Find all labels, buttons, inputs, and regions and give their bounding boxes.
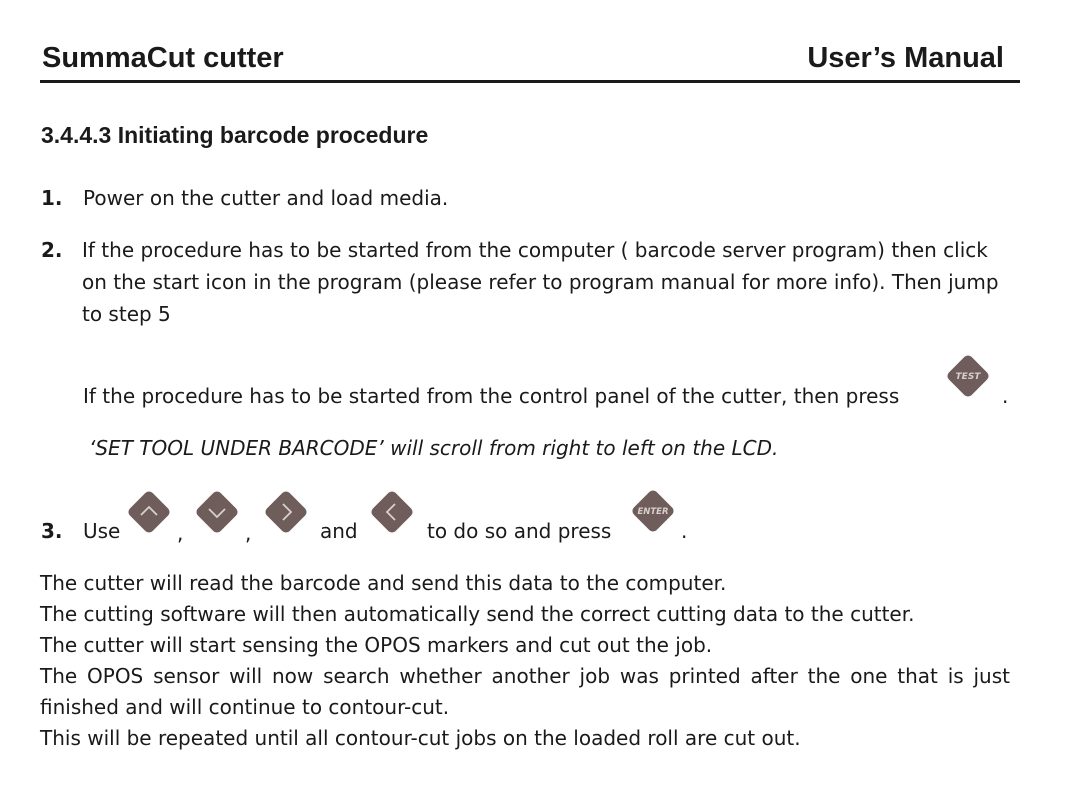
step-3-comma-2: , [245, 521, 252, 545]
body-line: The cutter will read the barcode and send this data to the computer. [40, 571, 727, 595]
step-3-period: . [681, 519, 688, 543]
step-2-number: 2. [41, 238, 63, 262]
down-arrow-key-icon [189, 484, 245, 540]
step-3-and-text: and [320, 519, 358, 543]
result-description [40, 568, 1010, 754]
svg-text:ENTER: ENTER [637, 507, 669, 517]
right-arrow-key-icon [258, 484, 314, 540]
step-3-comma-1: , [177, 521, 184, 545]
section-title: 3.4.4.3 Initiating barcode procedure [41, 122, 429, 148]
step-1-number: 1. [41, 186, 63, 210]
body-line: The OPOS sensor will now search whether another job was printed after the one that is just finished and will continue to contour-cut. [40, 664, 1010, 719]
test-key-icon [940, 348, 996, 404]
step-3-use-text: Use [83, 519, 121, 543]
step-2-text: If the procedure has to be started from the computer ( barcode server program) then click on the start icon in the program (please refer to program manual for more info). Then jump to step 5 [82, 238, 999, 326]
page-header [40, 40, 1020, 83]
up-arrow-key-icon [121, 484, 177, 540]
body-line: The cutting software will then automatically send the correct cutting data to the cutter. [40, 602, 915, 626]
step-2-panel-period: . [1002, 384, 1009, 408]
lcd-message-text: ‘SET TOOL UNDER BARCODE’ will scroll from right to left on the LCD. [89, 436, 779, 460]
body-line: The cutter will start sensing the OPOS markers and cut out the job. [40, 633, 713, 657]
header-product-title: SummaCut cutter [42, 42, 284, 74]
svg-text:TEST: TEST [955, 372, 981, 382]
step-1-text: Power on the cutter and load media. [83, 186, 449, 210]
step-3-number: 3. [41, 519, 63, 543]
step-2-panel-text: If the procedure has to be started from the control panel of the cutter, then press [83, 384, 900, 408]
left-arrow-key-icon [364, 484, 420, 540]
step-3-middle-text: to do so and press [427, 519, 612, 543]
enter-key-icon [625, 483, 681, 539]
header-manual-title: User’s Manual [807, 42, 1004, 74]
body-line: This will be repeated until all contour-cut jobs on the loaded roll are cut out. [40, 726, 801, 750]
